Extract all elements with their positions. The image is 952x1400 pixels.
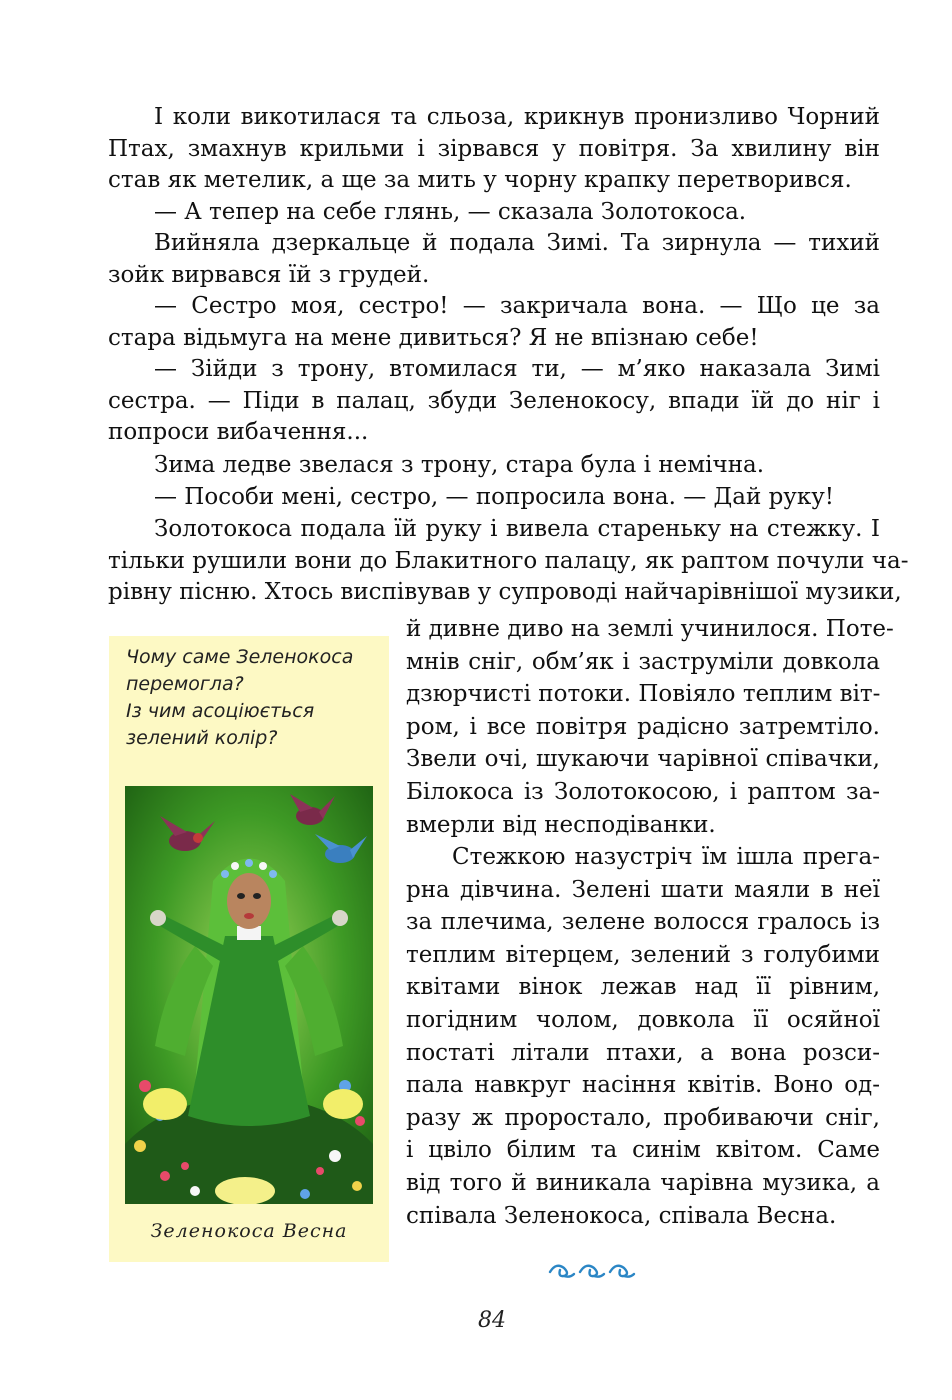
text-line: ром, і все повітря радісно затремтіло.: [406, 713, 880, 740]
question-line: Чому саме Зеленокоса: [126, 646, 354, 668]
text-line: мнів сніг, обм’як і заструміли довкола: [406, 648, 880, 675]
page-number: 84: [478, 1308, 506, 1333]
text-line: — Пособи мені, сестро, — попросила вона. — Дай руку!: [154, 484, 834, 510]
paragraph-6: [108, 450, 880, 482]
right-column-continuation: [406, 613, 894, 841]
question-line: перемогла?: [126, 673, 244, 695]
text-line: сестра. — Піди в палац, збуди Зеленокосу, впади їй до ніг і: [108, 387, 880, 414]
text-line: Звели очі, шукаючи чарівної співачки,: [406, 746, 880, 773]
text-line: Стежкою назустріч їм ішла прега-: [452, 844, 880, 870]
text-line: рівну пісню. Хтось виспівував у супроводі найчарівнішої музики,: [108, 579, 902, 605]
paragraph-7: [108, 482, 880, 514]
text-line: попроси вибачення...: [108, 419, 369, 445]
paragraph-4: [108, 291, 880, 354]
text-line: — Сестро моя, сестро! — закричала вона. — Що це за: [154, 293, 880, 319]
text-line: теплим вітерцем, зелений з голубими: [406, 941, 880, 968]
text-line: від того й виникала чарівна музика, а: [406, 1169, 880, 1196]
text-line: Золотокоса подала їй руку і вивела стареньку на стежку. І: [154, 516, 880, 542]
question-line: зелений колір?: [126, 727, 278, 749]
text-line: квітами вінок лежав над її рівним,: [406, 974, 880, 1001]
text-line: дзюрчисті потоки. Повіяло теплим віт-: [406, 681, 881, 708]
text-line: співала Зеленокоса, співала Весна.: [406, 1202, 837, 1229]
text-line: тільки рушили вони до Блакитного палацу, як раптом почули ча-: [108, 547, 909, 574]
paragraph-3: [108, 228, 880, 291]
text-line: пала навкруг насіння квітів. Воно од-: [406, 1072, 880, 1099]
text-line: Білокоса із Золотокосою, і раптом за-: [406, 778, 880, 805]
illustration-svg: [125, 786, 373, 1204]
text-line: Вийняла дзеркальце й подала Зимі. Та зирнула — тихий: [154, 230, 880, 256]
paragraph-5: [108, 354, 880, 449]
text-line: Птах, змахнув крильми і зірвався у повітря. За хвилину він: [108, 135, 880, 162]
text-line: стара відьмуга на мене дивиться? Я не впізнаю себе!: [108, 324, 759, 351]
text-line: зойк вирвався їй з грудей.: [108, 261, 430, 288]
paragraph-1: [108, 102, 880, 197]
paragraph-8: [108, 514, 909, 609]
text-line: вмерли від несподіванки.: [406, 811, 716, 838]
triple-swirl-ornament-icon: [546, 1256, 646, 1282]
text-line: разу ж проростало, пробиваючи сніг,: [406, 1104, 880, 1131]
sidebar-box: [109, 636, 389, 1262]
text-line: І коли викотилася та сльоза, крикнув пронизливо Чорний: [154, 104, 880, 130]
paragraph-2: [108, 197, 880, 229]
spring-maiden-illustration: [125, 786, 373, 1204]
discussion-questions: [126, 644, 381, 752]
text-line: Зима ледве звелася з трону, стара була і немічна.: [154, 452, 765, 478]
text-line: за плечима, зелене волосся гралось із: [406, 909, 880, 936]
question-line: Із чим асоціюється: [126, 700, 315, 722]
text-line: погідним чолом, довкола її осяйної: [406, 1006, 880, 1033]
text-line: й дивне диво на землі учинилося. Поте-: [406, 616, 894, 642]
text-line: — А тепер на себе глянь, — сказала Золотокоса.: [154, 199, 747, 225]
right-column-paragraph: [406, 841, 880, 1232]
text-line: — Зійди з трону, втомилася ти, — м’яко наказала Зимі: [154, 356, 880, 382]
text-line: постаті літали птахи, а вона розси-: [406, 1039, 880, 1066]
text-line: і цвіло білим та синім квітом. Саме: [406, 1137, 880, 1164]
text-line: став як метелик, а ще за мить у чорну крапку перетворився.: [108, 167, 852, 193]
illustration-caption: Зеленокоса Весна: [150, 1220, 348, 1242]
text-line: рна дівчина. Зелені шати маяли в неї: [406, 876, 880, 903]
